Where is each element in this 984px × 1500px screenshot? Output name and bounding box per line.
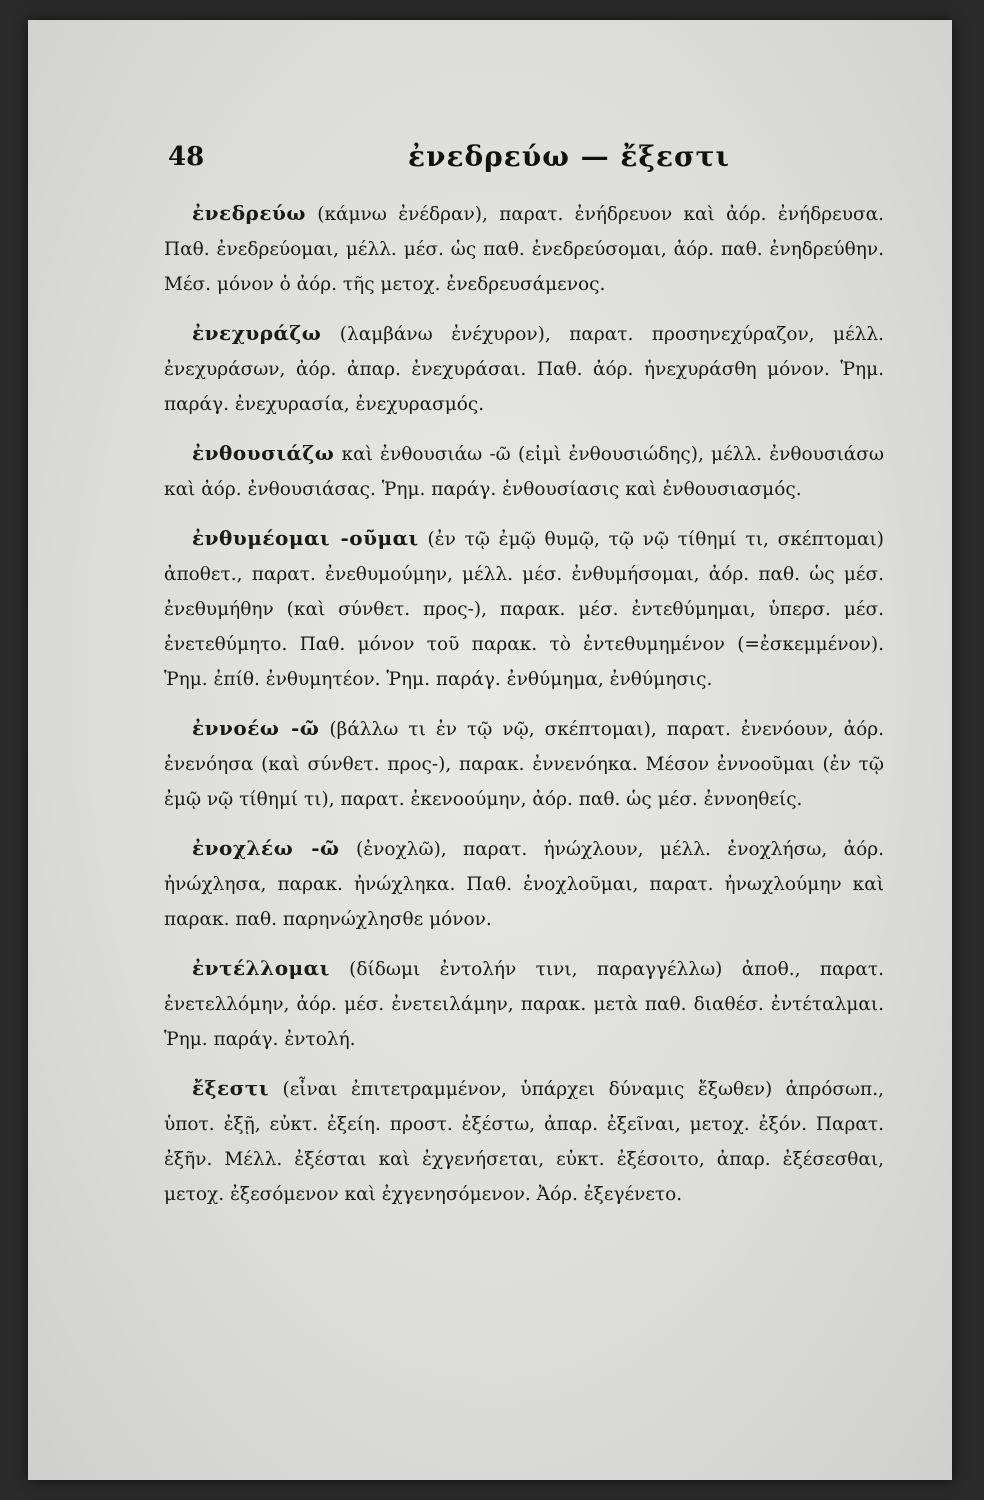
dictionary-entry [164, 1071, 884, 1212]
dictionary-entries [164, 196, 884, 1226]
entry-headword: ἐντέλλομαι [192, 956, 330, 980]
entry-headword: ἐνθυμέομαι -οῦμαι [192, 526, 419, 550]
entry-headword: ἐνοχλέω -ῶ [192, 836, 340, 860]
dictionary-entry [164, 951, 884, 1057]
running-head: ἐνεδρεύω — ἔξεστι [408, 140, 731, 173]
dictionary-entry [164, 831, 884, 937]
entry-text: (ἐν τῷ ἐμῷ θυμῷ, τῷ νῷ τίθημί τι, σκέπτομαι) ἀποθετ., παρατ. ἐνεθυμούμην, μέλλ. μέσ. ἐνθυμήσομαι, ἀόρ. παθ. ὡς μέσ. ἐνεθυμήθην (καὶ σύνθετ. προς-), παρακ. μέσ. ἐντεθύμημαι, ὑπερσ. μέσ. ἐνετεθύμητο. Παθ. μόνον τοῦ παρακ. τὸ ἐντεθυμημένον (=ἐσκεμμένον). Ῥημ. ἐπίθ. ἐνθυμητέον. Ῥημ. παράγ. ἐνθύμημα, ἐνθύμησις. [164, 529, 884, 690]
entry-headword: ἔξεστι [192, 1076, 270, 1100]
entry-text: (εἶναι ἐπιτετραμμένον, ὑπάρχει δύναμις ἔξωθεν) ἀπρόσωπ., ὑποτ. ἐξῇ, εὐκτ. ἐξείη. προστ. ἐξέστω, ἀπαρ. ἐξεῖναι, μετοχ. ἐξόν. Παρατ. ἐξῆν. Μέλλ. ἐξέσται καὶ ἐχγενήσεται, εὐκτ. ἐξέσοιτο, ἀπαρ. ἐξέσεσθαι, μετοχ. ἐξεσόμενον καὶ ἐχγενησόμενον. Ἀόρ. ἐξεγένετο. [164, 1079, 884, 1205]
dictionary-entry [164, 316, 884, 422]
book-page [28, 20, 952, 1480]
dictionary-entry [164, 711, 884, 817]
entry-headword: ἐνεδρεύω [192, 201, 306, 225]
entry-headword: ἐνεχυράζω [192, 321, 322, 345]
entry-text: καὶ ἐνθουσιάω -ῶ (εἰμὶ ἐνθουσιώδης), μέλλ. ἐνθουσιάσω καὶ ἀόρ. ἐνθουσιάσας. Ῥημ. παράγ. ἐνθουσίασις καὶ ἐνθουσιασμός. [164, 444, 884, 500]
entry-headword: ἐνθουσιάζω [192, 441, 335, 465]
entry-text: (κάμνω ἐνέδραν), παρατ. ἐνήδρευον καὶ ἀόρ. ἐνήδρευσα. Παθ. ἐνεδρεύομαι, μέλλ. μέσ. ὡς παθ. ἐνεδρεύσομαι, ἀόρ. παθ. ἐνηδρεύθην. Μέσ. μόνον ὁ ἀόρ. τῆς μετοχ. ἐνεδρευσάμενος. [164, 204, 884, 295]
entry-text: (λαμβάνω ἐνέχυρον), παρατ. προσηνεχύραζον, μέλλ. ἐνεχυράσων, ἀόρ. ἀπαρ. ἐνεχυράσαι. Παθ. ἀόρ. ἠνεχυράσθη μόνον. Ῥημ. παράγ. ἐνεχυρασία, ἐνεχυρασμός. [164, 324, 884, 415]
entry-text: (ἐνοχλῶ), παρατ. ἠνώχλουν, μέλλ. ἐνοχλήσω, ἀόρ. ἠνώχλησα, παρακ. ἠνώχληκα. Παθ. ἐνοχλοῦμαι, παρατ. ἠνωχλούμην καὶ παρακ. παθ. παρηνώχλησθε μόνον. [164, 839, 884, 930]
entry-headword: ἐννοέω -ῶ [192, 716, 320, 740]
dictionary-entry [164, 436, 884, 507]
page-number: 48 [168, 142, 205, 172]
entry-text: (δίδωμι ἐντολήν τινι, παραγγέλλω) ἀποθ., παρατ. ἐνετελλόμην, ἀόρ. μέσ. ἐνετειλάμην, παρακ. μετὰ παθ. διαθέσ. ἐντέταλμαι. Ῥημ. παράγ. ἐντολή. [164, 959, 884, 1050]
page-header [168, 132, 888, 182]
entry-text: (βάλλω τι ἐν τῷ νῷ, σκέπτομαι), παρατ. ἐνενόουν, ἀόρ. ἐνενόησα (καὶ σύνθετ. προς-), παρακ. ἐννενόηκα. Μέσον ἐννοοῦμαι (ἐν τῷ ἐμῷ νῷ τίθημί τι), παρατ. ἐκενοούμην, ἀόρ. παθ. ὡς μέσ. ἐννοηθείς. [164, 719, 884, 810]
dictionary-entry [164, 521, 884, 697]
dictionary-entry [164, 196, 884, 302]
